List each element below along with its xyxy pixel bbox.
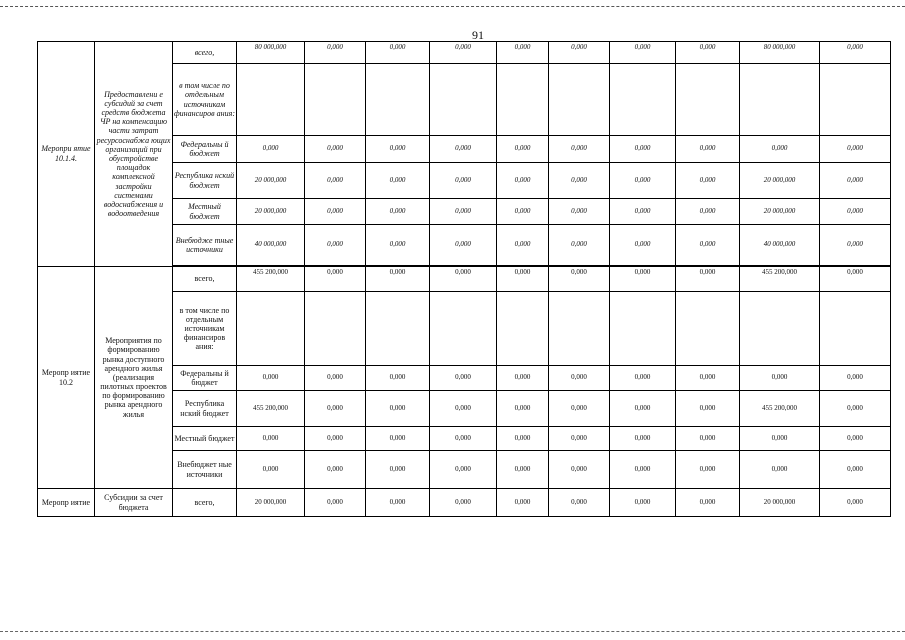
value-cell: 0,000 [237, 451, 305, 489]
value-cell: 0,000 [610, 163, 676, 199]
value-cell: 0,000 [497, 199, 549, 225]
row-label-local: Местный бюджет [173, 199, 237, 225]
scan-edge-bottom [0, 631, 905, 632]
value-cell: 20 000,000 [740, 199, 820, 225]
value-cell: 455 200,000 [740, 391, 820, 427]
value-cell: 0,000 [610, 489, 676, 517]
value-cell: 0,000 [549, 427, 610, 451]
value-cell: 0,000 [497, 42, 549, 64]
table-row [38, 489, 891, 517]
measure-code: Меропри ятие 10.1.4. [38, 42, 95, 267]
value-cell: 0,000 [549, 136, 610, 163]
value-cell: 0,000 [610, 42, 676, 64]
value-cell: 0,000 [237, 136, 305, 163]
value-cell: 0,000 [497, 136, 549, 163]
row-label-federal: Федеральны й бюджет [173, 136, 237, 163]
value-cell: 0,000 [366, 163, 430, 199]
value-cell: 0,000 [305, 366, 366, 391]
value-cell: 0,000 [676, 199, 740, 225]
value-cell: 0,000 [430, 451, 497, 489]
value-cell: 0,000 [430, 267, 497, 292]
value-cell: 0,000 [366, 489, 430, 517]
value-cell: 0,000 [676, 391, 740, 427]
measure-code: Меропр иятие 10.2 [38, 267, 95, 489]
value-cell: 0,000 [610, 267, 676, 292]
value-cell: 0,000 [549, 451, 610, 489]
value-cell: 0,000 [820, 199, 891, 225]
value-cell: 0,000 [820, 225, 891, 266]
row-label-total: всего, [173, 42, 237, 64]
value-cell: 0,000 [497, 427, 549, 451]
value-cell: 0,000 [549, 199, 610, 225]
value-cell: 20 000,000 [740, 163, 820, 199]
value-cell: 0,000 [497, 225, 549, 266]
measure-name: Субсидии за счет бюджета [95, 489, 173, 517]
value-cell: 0,000 [497, 391, 549, 427]
value-cell: 0,000 [610, 225, 676, 266]
value-cell: 0,000 [820, 163, 891, 199]
value-cell: 0,000 [676, 366, 740, 391]
row-label-republic: Республика нский бюджет [173, 163, 237, 199]
value-cell: 0,000 [676, 451, 740, 489]
value-cell: 0,000 [820, 136, 891, 163]
value-cell: 0,000 [610, 427, 676, 451]
value-cell: 0,000 [366, 451, 430, 489]
value-cell: 0,000 [366, 366, 430, 391]
value-cell: 40 000,000 [740, 225, 820, 266]
row-label-extrabudget: Внебюдже тные источники [173, 225, 237, 266]
value-cell: 0,000 [305, 489, 366, 517]
value-cell: 0,000 [430, 427, 497, 451]
value-cell: 20 000,000 [740, 489, 820, 517]
value-cell: 80 000,000 [237, 42, 305, 64]
value-cell: 0,000 [430, 199, 497, 225]
value-cell: 0,000 [430, 163, 497, 199]
value-cell: 0,000 [549, 391, 610, 427]
value-cell: 0,000 [820, 391, 891, 427]
row-label-incl: в том числе по отдельным источникам финансиров ания: [173, 292, 237, 366]
value-cell: 0,000 [820, 489, 891, 517]
value-cell: 0,000 [366, 225, 430, 266]
row-label-total: всего, [173, 489, 237, 517]
value-cell: 0,000 [610, 391, 676, 427]
value-cell: 455 200,000 [237, 391, 305, 427]
measure-name: Предоставлени е субсидий за счет средств бюджета ЧР на компенсацию части затрат ресурсоснабжа ющих организаций при обустройстве площадок комплексной застройки системами водоснабжения и водоотведения [95, 42, 173, 267]
value-cell: 0,000 [820, 42, 891, 64]
value-cell: 0,000 [549, 489, 610, 517]
value-cell: 0,000 [676, 267, 740, 292]
value-cell: 20 000,000 [237, 199, 305, 225]
table-row [38, 267, 891, 292]
value-cell: 0,000 [549, 42, 610, 64]
value-cell: 0,000 [676, 163, 740, 199]
value-cell: 0,000 [497, 366, 549, 391]
value-cell: 80 000,000 [740, 42, 820, 64]
value-cell: 0,000 [820, 427, 891, 451]
row-label-total: всего, [173, 267, 237, 292]
value-cell: 0,000 [305, 391, 366, 427]
row-label-republic: Республика нский бюджет [173, 391, 237, 427]
value-cell: 0,000 [305, 199, 366, 225]
value-cell: 0,000 [740, 366, 820, 391]
value-cell: 0,000 [820, 267, 891, 292]
value-cell: 0,000 [366, 199, 430, 225]
value-cell: 0,000 [305, 451, 366, 489]
row-label-local: Местный бюджет [173, 427, 237, 451]
value-cell: 0,000 [305, 136, 366, 163]
value-cell: 20 000,000 [237, 489, 305, 517]
value-cell: 0,000 [676, 42, 740, 64]
value-cell: 0,000 [610, 199, 676, 225]
value-cell: 0,000 [676, 427, 740, 451]
block-10-1-4 [38, 42, 891, 267]
measure-code: Меропр иятие [38, 489, 95, 517]
budget-table [37, 41, 891, 517]
value-cell: 0,000 [820, 366, 891, 391]
value-cell: 0,000 [549, 267, 610, 292]
value-cell: 0,000 [430, 391, 497, 427]
value-cell: 0,000 [497, 451, 549, 489]
value-cell: 0,000 [610, 366, 676, 391]
value-cell: 0,000 [676, 489, 740, 517]
value-cell: 0,000 [237, 427, 305, 451]
value-cell: 0,000 [430, 42, 497, 64]
value-cell: 0,000 [237, 366, 305, 391]
value-cell: 0,000 [366, 267, 430, 292]
value-cell: 0,000 [430, 225, 497, 266]
value-cell: 0,000 [366, 391, 430, 427]
scan-edge-top [0, 6, 905, 7]
value-cell: 0,000 [305, 225, 366, 266]
value-cell: 0,000 [549, 366, 610, 391]
row-label-extrabudget: Внебюджет ные источники [173, 451, 237, 489]
value-cell: 0,000 [366, 136, 430, 163]
block-subsidies [38, 489, 891, 517]
measure-name: Мероприятия по формированию рынка доступного арендного жилья (реализация пилотных проектов по формированию рынка арендного жилья [95, 267, 173, 489]
value-cell: 0,000 [366, 42, 430, 64]
page-number: 91 [472, 28, 484, 42]
value-cell: 0,000 [366, 427, 430, 451]
value-cell: 0,000 [305, 42, 366, 64]
table-row [38, 42, 891, 64]
value-cell: 0,000 [549, 163, 610, 199]
value-cell: 0,000 [740, 136, 820, 163]
value-cell: 20 000,000 [237, 163, 305, 199]
value-cell: 0,000 [820, 451, 891, 489]
value-cell: 0,000 [430, 136, 497, 163]
value-cell: 0,000 [430, 366, 497, 391]
value-cell: 0,000 [305, 267, 366, 292]
value-cell: 0,000 [549, 225, 610, 266]
value-cell: 0,000 [430, 489, 497, 517]
value-cell: 455 200,000 [740, 267, 820, 292]
value-cell: 0,000 [497, 163, 549, 199]
value-cell: 0,000 [676, 136, 740, 163]
value-cell: 40 000,000 [237, 225, 305, 266]
value-cell: 0,000 [305, 163, 366, 199]
value-cell: 0,000 [305, 427, 366, 451]
row-label-incl: в том числе по отдельным источникам финансиров ания: [173, 64, 237, 136]
value-cell: 0,000 [676, 225, 740, 266]
row-label-federal: Федеральны й бюджет [173, 366, 237, 391]
value-cell: 0,000 [610, 451, 676, 489]
value-cell: 0,000 [740, 427, 820, 451]
value-cell: 0,000 [610, 136, 676, 163]
value-cell: 0,000 [497, 267, 549, 292]
value-cell: 455 200,000 [237, 267, 305, 292]
block-10-2 [38, 267, 891, 489]
value-cell: 0,000 [740, 451, 820, 489]
value-cell: 0,000 [497, 489, 549, 517]
